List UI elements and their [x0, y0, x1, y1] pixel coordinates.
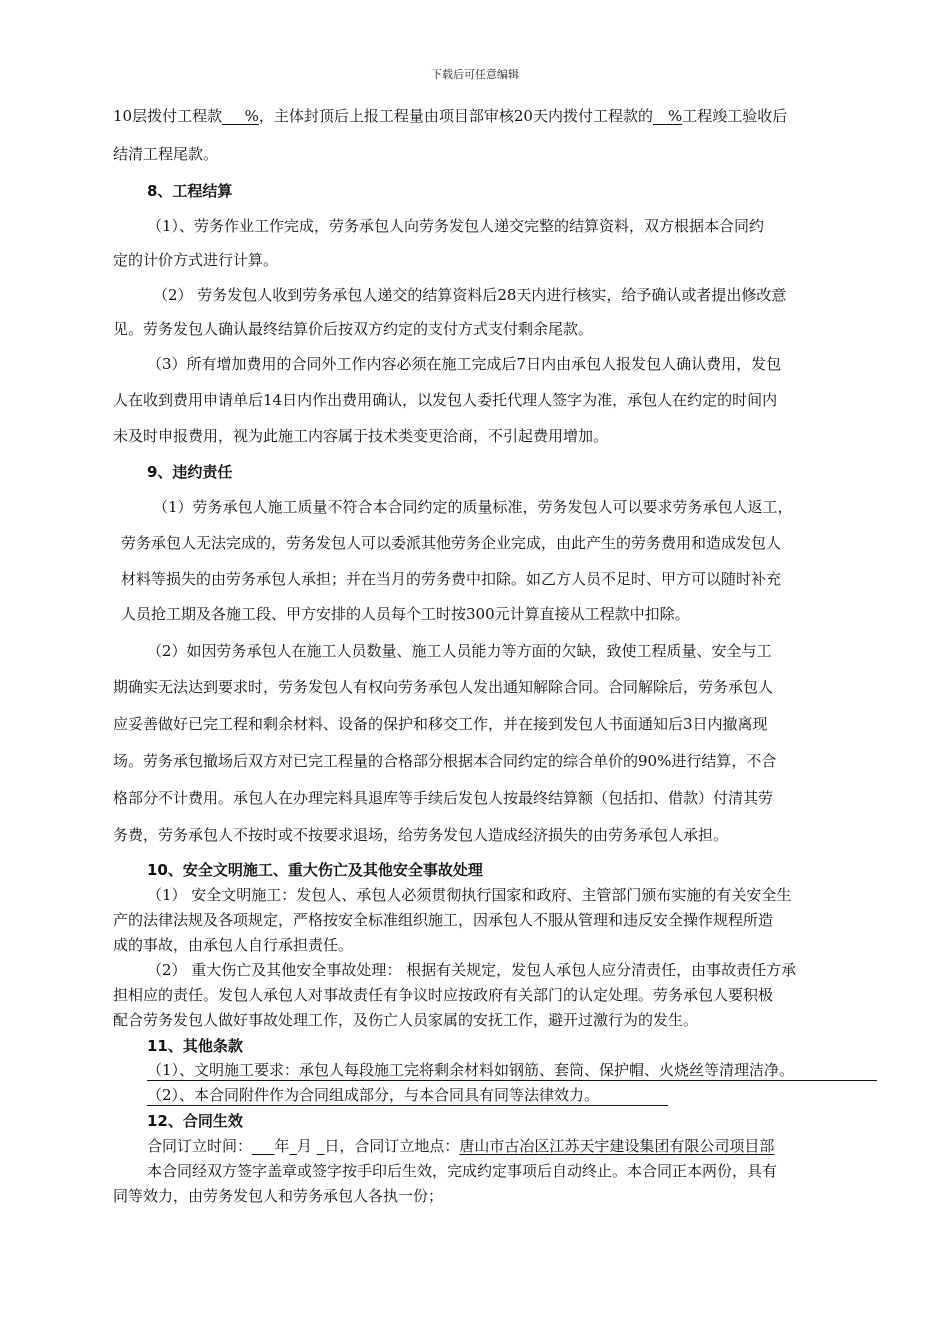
s9-clause-2-line-2: 期确实无法达到要求时，劳务发包人有权向劳务承包人发出通知解除合同。合同解除后，劳务承包人 — [113, 678, 774, 696]
s10-clause-1-line-3: 成的事故，由承包人自行承担责任。 — [113, 936, 354, 954]
signing-place-value: 唐山市古冶区江苏天宇建设集团有限公司项目部 — [459, 1137, 775, 1155]
payment-percent-blank-2: __% — [652, 107, 683, 125]
s8-clause-1-line-1: （1）、劳务作业工作完成，劳务承包人向劳务发包人递交完整的结算资料，双方根据本合同约 — [147, 217, 765, 235]
s9-clause-1-line-2: 劳务承包人无法完成的，劳务发包人可以委派其他劳务企业完成，由此产生的劳务费用和造成发包人 — [121, 534, 782, 552]
s10-clause-2-line-1: （2） 重大伤亡及其他安全事故处理： 根据有关规定，发包人承包人应分清责任，由事故责任方承 — [147, 961, 797, 979]
signing-text: 月 — [297, 1137, 317, 1155]
s10-clause-1-line-2: 产的法律法规及各项规定，严格按安全标准组织施工，因承包人不服从管理和违反安全操作规程所造 — [113, 911, 774, 929]
s10-clause-2-line-3: 配合劳务发包人做好事故处理工作，及伤亡人员家属的安抚工作，避开过激行为的发生。 — [113, 1011, 699, 1029]
s8-clause-3-line-3: 未及时申报费用，视为此施工内容属于技术类变更洽商，不引起费用增加。 — [113, 427, 609, 445]
payment-text: 工程竣工验收后 — [682, 107, 788, 125]
s11-clause-1: （1）、文明施工要求：承包人每段施工完将剩余材料如钢筋、套筒、保护帽、火烧丝等清理洁净。 — [147, 1060, 877, 1081]
s9-clause-2-line-3: 应妥善做好已完工程和剩余材料、设备的保护和移交工作，并在接到发包人书面通知后3日内撤离现 — [113, 715, 768, 733]
s12-signing-line — [147, 1136, 774, 1156]
s9-clause-1-line-3: 材料等损失的由劳务承包人承担；并在当月的劳务费中扣除。如乙方人员不足时、甲方可以随时补充 — [121, 570, 782, 588]
s12-effect-line-2: 同等效力，由劳务发包人和劳务承包人各执一份； — [113, 1187, 444, 1205]
s8-clause-2-line-2: 见。劳务发包人确认最终结算价后按双方约定的支付方式支付剩余尾款。 — [113, 320, 594, 338]
s10-clause-1-line-1: （1） 安全文明施工：发包人、承包人必须贯彻执行国家和政府、主管部门颁布实施的有关安全生 — [147, 886, 792, 904]
section-11-title: 11、其他条款 — [147, 1037, 243, 1055]
section-10-title: 10、安全文明施工、重大伤亡及其他安全事故处理 — [147, 861, 483, 879]
s8-clause-3-line-2: 人在收到费用申请单后14日内作出费用确认，以发包人委托代理人签字为准，承包人在约定的时间内 — [113, 391, 778, 409]
s8-clause-2-line-1: （2） 劳务发包人收到劳务承包人递交的结算资料后28天内进行核实，给予确认或者提出修改意 — [153, 286, 787, 304]
signing-month-blank: _ — [289, 1137, 298, 1155]
payment-terms-line-2: 结清工程尾款。 — [113, 145, 219, 163]
section-8-title: 8、工程结算 — [147, 182, 233, 200]
payment-text: 10层拨付工程款 — [113, 107, 223, 125]
payment-text: ，主体封顶后上报工程量由项目部审核20天内拨付工程款的 — [258, 107, 653, 125]
signing-year-blank: ___ — [252, 1137, 275, 1155]
s8-clause-1-line-2: 定的计价方式进行计算。 — [113, 251, 279, 269]
payment-percent-blank-1: ___% — [222, 107, 259, 125]
s12-effect-line-1: 本合同经双方签字盖章或签字按手印后生效，完成约定事项后自动终止。本合同正本两份，具有 — [147, 1162, 778, 1180]
s10-clause-2-line-2: 担相应的责任。发包人承包人对事故责任有争议时应按政府有关部门的认定处理。劳务承包人要积极 — [113, 986, 774, 1004]
s9-clause-1-line-4: 人员抢工期及各施工段、甲方安排的人员每个工时按300元计算直接从工程款中扣除。 — [121, 605, 690, 623]
s11-clause-2: （2）、本合同附件作为合同组成部分，与本合同具有同等法律效力。 — [147, 1085, 668, 1106]
page-header: 下载后可任意编辑 — [431, 68, 519, 81]
s9-clause-2-line-1: （2）如因劳务承包人在施工人员数量、施工人员能力等方面的欠缺，致使工程质量、安全与工 — [147, 642, 772, 660]
signing-day-blank: _ — [316, 1137, 325, 1155]
section-12-title: 12、合同生效 — [147, 1112, 243, 1130]
s9-clause-2-line-6: 务费，劳务承包人不按时或不按要求退场，给劳务发包人造成经济损失的由劳务承包人承担。 — [113, 826, 729, 844]
section-9-title: 9、违约责任 — [147, 463, 233, 481]
signing-text: 年 — [274, 1137, 290, 1155]
s9-clause-2-line-5: 格部分不计费用。承包人在办理完料具退库等手续后发包人按最终结算额（包括扣、借款）付清其劳 — [113, 789, 774, 807]
signing-date-label: 合同订立时间： — [147, 1137, 253, 1155]
s9-clause-1-line-1: （1）劳务承包人施工质量不符合本合同约定的质量标准，劳务发包人可以要求劳务承包人返工， — [153, 498, 793, 516]
payment-terms-line-1 — [113, 106, 787, 126]
s9-clause-2-line-4: 场。劳务承包撤场后双方对已完工程量的合格部分根据本合同约定的综合单价的90%进行结算，不合 — [113, 752, 777, 770]
s8-clause-3-line-1: （3）所有增加费用的合同外工作内容必须在施工完成后7日内由承包人报发包人确认费用，发包 — [147, 355, 782, 373]
signing-place-label: 日，合同订立地点： — [324, 1137, 460, 1155]
